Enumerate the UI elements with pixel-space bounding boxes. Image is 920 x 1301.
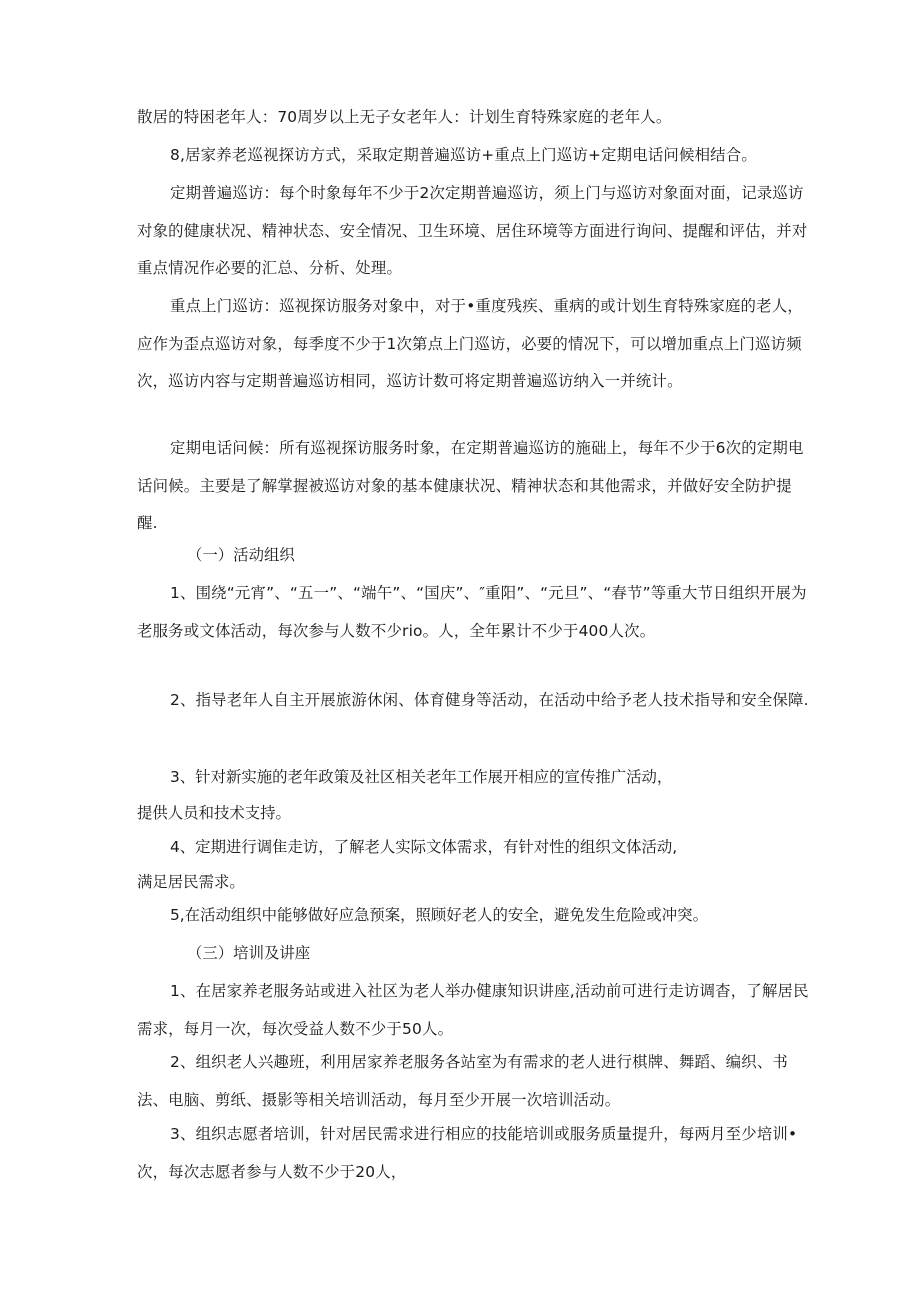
activity-item-5: 5,在活动组织中能够做好应急预案，照顾好老人的安全，避免发生危险或冲突。 xyxy=(170,906,708,924)
activity-item-4-continued: 满足居民需求。 xyxy=(137,873,245,891)
paragraph-phone-calls: 定期电话问候：所有巡视探访服务时象，在定期普遍巡访的施础上，每年不少于6次的定期电话问候。主要是了解掌握被巡访对象的基本健康状况、精神状态和其他需求，并做好安全防护提醒. xyxy=(137,439,804,532)
activity-item-3-continued: 提供人员和技术支持。 xyxy=(137,804,291,822)
training-item-2: 2、组织老人兴趣班，利用居家养老服务各站室为有需求的老人进行棋牌、舞蹈、编织、书法、电脑、剪纸、摄影等相关培训活动，每月至少开展一次培训活动。 xyxy=(137,1053,789,1109)
training-item-1: 1、在居家养老服务站或进入社区为老人举办健康知识讲座,活动前可进行走访调杳，了解居民需求，每月一次，每次受益人数不少于50人。 xyxy=(137,982,809,1038)
activity-item-4: 4、定期进行调隹走访，了解老人实际文体需求，有针对性的组织文体活动, xyxy=(170,838,678,856)
activity-item-3: 3、针对新实施的老年政策及社区相关老年工作展开相应的宣传推广活动， xyxy=(170,768,673,786)
paragraph-elderly-categories: 散居的特困老年人：70周岁以上无子女老年人：计划生育特殊家庭的老年人。 xyxy=(137,108,672,126)
paragraph-key-visits: 重点上门巡访：巡视探访服务对象中，对于•重度残疾、重病的或计划生育特殊家庭的老人，应作为歪点巡访对象，每季度不少于1次第点上门巡访，必要的情况下，可以增加重点上门巡访频次，巡访内容与定期普遍巡访相同，巡访计数可将定期普遍巡访纳入一并统计。 xyxy=(137,297,803,390)
paragraph-visit-methods: 8,居家养老巡视探访方式，采取定期普遍巡访+重点上门巡访+定期电话问候相结合。 xyxy=(170,146,757,164)
section-heading-training: （三）培训及讲座 xyxy=(187,944,311,962)
section-heading-activities: （一）活动组织 xyxy=(187,546,295,564)
training-item-3: 3、组织志愿者培训，针对居民需求进行相应的技能培训或服务质量提升，每两月至少培训•次，每次志愿者参与人数不少于20人， xyxy=(137,1125,798,1181)
paragraph-regular-visits: 定期普遍巡访：每个时象每年不少于2次定期普遍巡访，须上门与巡访对象面对面，记录巡访对象的健康状况、精神状态、安全情况、卫生环境、居住环境等方面进行询问、提醒和评估，并对重点情况作必要的汇总、分析、处理。 xyxy=(137,184,808,277)
activity-item-1: 1、围绕“元宵”、“五一”、“端午”、“国庆”、″重阳”、“元旦”、“春节”等重大节日组织开展为老服务或文体活动，每次参与人数不少rio。人，全年累计不少于400人次。 xyxy=(137,584,807,640)
activity-item-2: 2、指导老年人自主开展旅游休闲、体育健身等活动，在活动中给予老人技术指导和安全保障. xyxy=(170,691,809,709)
